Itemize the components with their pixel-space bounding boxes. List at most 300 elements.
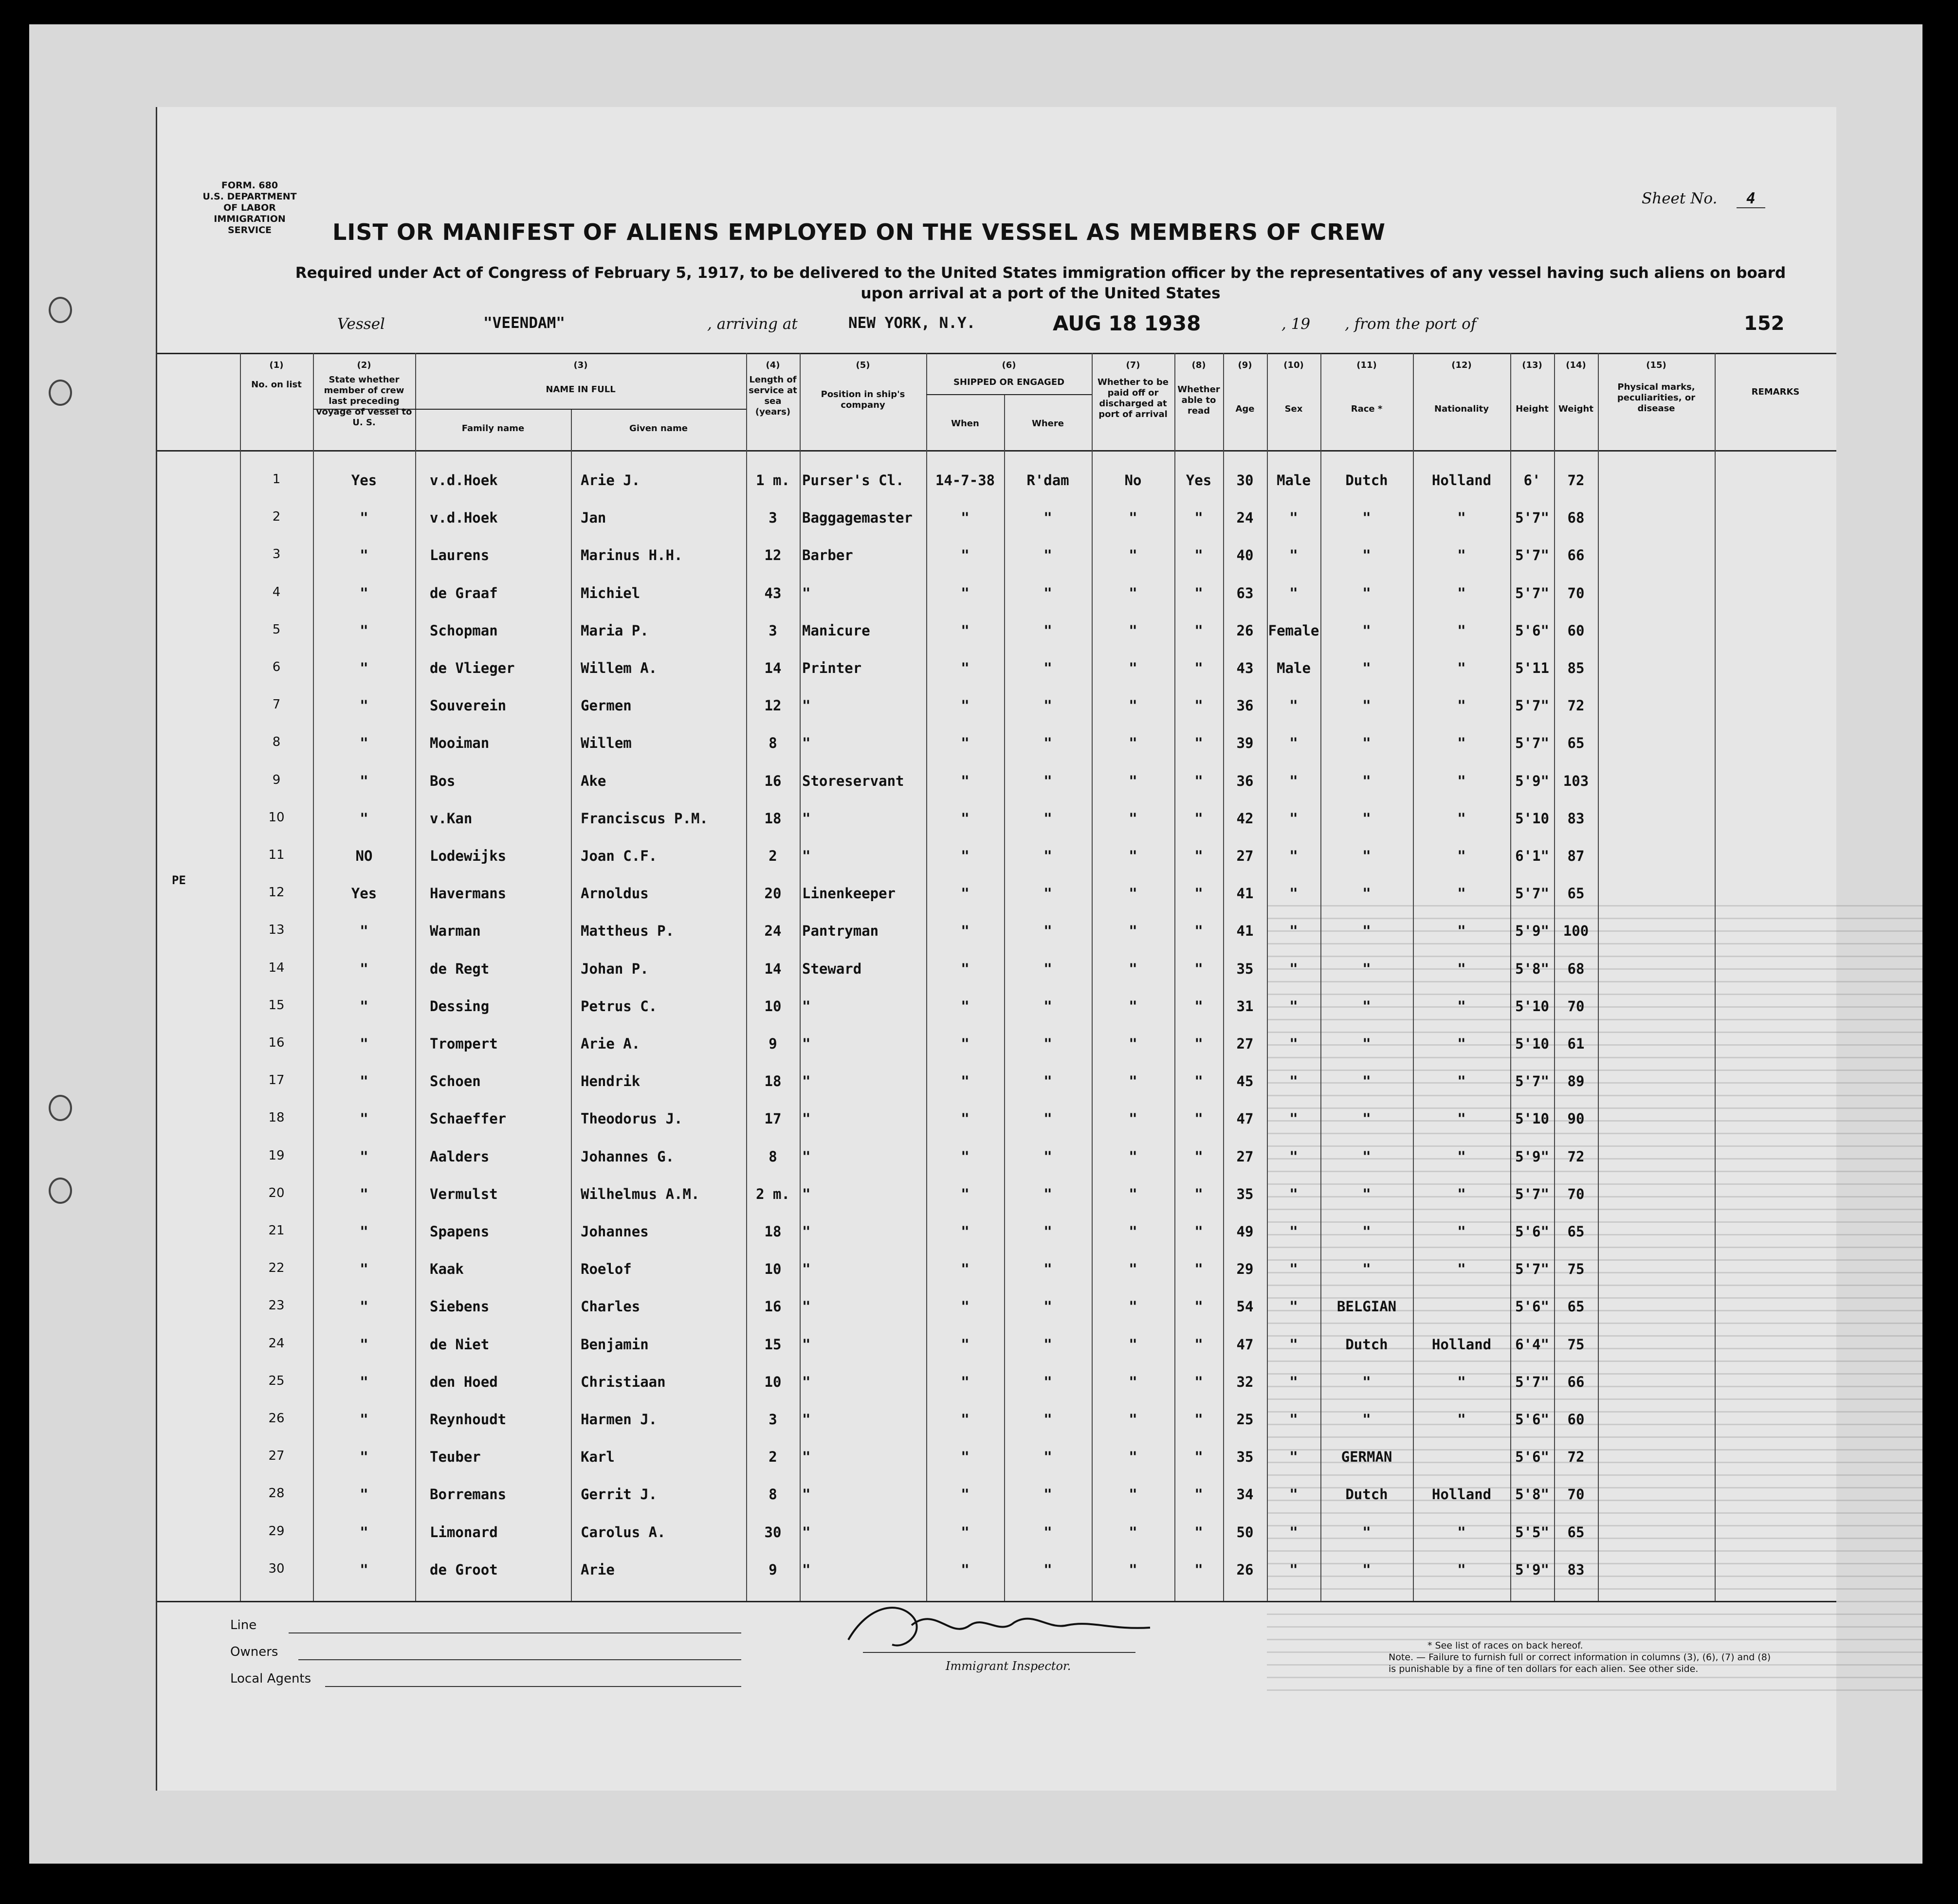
cell-height: 5'7" <box>1515 885 1549 902</box>
cell-paid: " <box>1129 1523 1137 1541</box>
cell-weight: 65 <box>1567 885 1585 902</box>
cell-paid: " <box>1129 997 1137 1015</box>
cell-given: Arie A. <box>581 1035 640 1052</box>
cell-family: v.d.Hoek <box>430 472 498 489</box>
cell-prev: " <box>360 1185 368 1202</box>
vessel-value: "VEENDAM" <box>483 314 565 332</box>
cell-height: 5'8" <box>1515 1486 1549 1503</box>
cell-where: " <box>1043 1185 1052 1202</box>
cell-read: " <box>1194 1261 1203 1278</box>
cell-given: Harmen J. <box>581 1411 658 1428</box>
cell-service: 9 <box>769 1035 777 1052</box>
cell-height: 5'10 <box>1515 1110 1549 1127</box>
cell-race: " <box>1362 960 1371 977</box>
cell-prev: NO <box>355 848 373 864</box>
cell-prev: " <box>360 660 368 676</box>
cell-when: " <box>961 1035 970 1052</box>
cell-sex: " <box>1289 584 1298 601</box>
cell-position: " <box>802 848 811 864</box>
footer-underline <box>298 1659 741 1660</box>
cell-age: 43 <box>1236 660 1254 676</box>
cell-nat: " <box>1457 1223 1466 1240</box>
cell-where: " <box>1043 885 1052 902</box>
cell-height: 6'4" <box>1515 1336 1549 1353</box>
cell-prev: " <box>360 810 368 827</box>
cell-service: 43 <box>764 584 782 601</box>
cell-service: 18 <box>764 1223 782 1240</box>
cell-weight: 70 <box>1567 584 1585 601</box>
cell-nat: " <box>1457 997 1466 1015</box>
cell-height: 5'9" <box>1515 1561 1549 1578</box>
cell-weight: 72 <box>1567 1449 1585 1466</box>
cell-position: " <box>802 1073 811 1090</box>
footer-line-label: Line <box>230 1618 257 1632</box>
cell-read: " <box>1194 1561 1203 1578</box>
punch-hole-ring <box>49 380 72 406</box>
cell-when: " <box>961 584 970 601</box>
cell-weight: 83 <box>1567 1561 1585 1578</box>
cell-where: " <box>1043 848 1052 864</box>
cell-weight: 90 <box>1567 1110 1585 1127</box>
cell-read: " <box>1194 1411 1203 1428</box>
cell-sex: " <box>1289 923 1298 940</box>
cell-paid: " <box>1129 584 1137 601</box>
cell-height: 5'7" <box>1515 1373 1549 1390</box>
arrival-date-stamp: AUG 18 1938 <box>1053 311 1201 335</box>
cell-given: Carolus A. <box>581 1523 666 1541</box>
cell-age: 40 <box>1236 547 1254 564</box>
cell-prev: " <box>360 1523 368 1541</box>
cell-height: 5'9" <box>1515 772 1549 789</box>
column-number: (3) <box>573 360 588 370</box>
cell-where: " <box>1043 810 1052 827</box>
cell-position: " <box>802 1486 811 1503</box>
cell-sex: " <box>1289 810 1298 827</box>
cell-read: " <box>1194 1336 1203 1353</box>
cell-paid: " <box>1129 660 1137 676</box>
cell-weight: 103 <box>1563 772 1589 789</box>
inspector-label: Immigrant Inspector. <box>946 1659 1071 1673</box>
footer-local-agents-label: Local Agents <box>230 1671 311 1686</box>
cell-paid: " <box>1129 697 1137 714</box>
column-number: (7) <box>1126 360 1140 370</box>
arriving-value: NEW YORK, N.Y. <box>848 314 976 332</box>
handwritten-number: 152 <box>1744 312 1785 335</box>
cell-given: Arie J. <box>581 472 640 489</box>
signature-underline <box>863 1652 1135 1653</box>
column-number: (8) <box>1191 360 1206 370</box>
cell-height: 6' <box>1523 472 1541 489</box>
header-no-on-list: No. on list <box>251 380 302 390</box>
rule <box>157 353 1836 354</box>
cell-no: 9 <box>272 772 281 787</box>
cell-age: 35 <box>1236 1449 1254 1466</box>
cell-age: 39 <box>1236 735 1254 752</box>
cell-read: " <box>1194 1110 1203 1127</box>
col-divider <box>1598 353 1599 1601</box>
cell-nat: " <box>1457 923 1466 940</box>
punch-hole-ring <box>49 1095 72 1121</box>
cell-no: 7 <box>272 697 281 712</box>
col-divider <box>800 353 801 1601</box>
cell-paid: " <box>1129 810 1137 827</box>
cell-given: Benjamin <box>581 1336 649 1353</box>
cell-where: " <box>1043 997 1052 1015</box>
service-name: IMMIGRATION SERVICE <box>214 214 286 236</box>
cell-given: Wilhelmus A.M. <box>581 1185 700 1202</box>
cell-service: 8 <box>769 735 777 752</box>
cell-position: " <box>802 1373 811 1390</box>
cell-read: " <box>1194 810 1203 827</box>
cell-age: 27 <box>1236 1035 1254 1052</box>
cell-position: " <box>802 1223 811 1240</box>
cell-no: 22 <box>268 1261 285 1276</box>
cell-paid: " <box>1129 1411 1137 1428</box>
cell-age: 35 <box>1236 960 1254 977</box>
cell-weight: 65 <box>1567 1523 1585 1541</box>
cell-where: " <box>1043 923 1052 940</box>
cell-race: " <box>1362 584 1371 601</box>
cell-prev: " <box>360 772 368 789</box>
cell-prev: " <box>360 1298 368 1315</box>
cell-sex: Male <box>1277 472 1311 489</box>
cell-race: " <box>1362 885 1371 902</box>
cell-prev: " <box>360 735 368 752</box>
col-divider <box>313 353 314 1601</box>
cell-age: 26 <box>1236 622 1254 639</box>
cell-when: " <box>961 848 970 864</box>
cell-position: " <box>802 1035 811 1052</box>
cell-where: " <box>1043 772 1052 789</box>
cell-height: 5'10 <box>1515 997 1549 1015</box>
cell-read: " <box>1194 923 1203 940</box>
cell-sex: " <box>1289 1261 1298 1278</box>
cell-sex: " <box>1289 997 1298 1015</box>
cell-where: " <box>1043 1261 1052 1278</box>
header-weight: Weight <box>1558 404 1593 414</box>
cell-no: 28 <box>268 1486 285 1501</box>
cell-where: " <box>1043 1449 1052 1466</box>
cell-service: 3 <box>769 622 777 639</box>
cell-paid: " <box>1129 1373 1137 1390</box>
cell-service: 3 <box>769 509 777 526</box>
cell-when: " <box>961 697 970 714</box>
header-paid-off: Whether to be paid off or discharged at port of arrival <box>1098 377 1169 419</box>
cell-read: " <box>1194 547 1203 564</box>
cell-height: 5'5" <box>1515 1523 1549 1541</box>
column-number: (13) <box>1522 360 1542 370</box>
cell-nat: " <box>1457 1411 1466 1428</box>
column-number: (15) <box>1646 360 1666 370</box>
cell-weight: 87 <box>1567 848 1585 864</box>
cell-sex: " <box>1289 697 1298 714</box>
manifest-sheet <box>156 107 1836 1791</box>
cell-read: " <box>1194 960 1203 977</box>
footer-underline <box>289 1632 741 1633</box>
sheet-label: Sheet No. <box>1642 190 1718 207</box>
cell-read: " <box>1194 1523 1203 1541</box>
cell-when: " <box>961 547 970 564</box>
cell-position: Storeservant <box>802 772 904 789</box>
punch-hole-ring <box>49 297 72 323</box>
cell-where: " <box>1043 1336 1052 1353</box>
cell-prev: " <box>360 584 368 601</box>
cell-position: " <box>802 584 811 601</box>
cell-prev: " <box>360 697 368 714</box>
cell-prev: " <box>360 1411 368 1428</box>
header-position: Position in ship's company <box>821 389 905 410</box>
cell-age: 47 <box>1236 1336 1254 1353</box>
cell-prev: " <box>360 1336 368 1353</box>
cell-service: 18 <box>764 1073 782 1090</box>
cell-where: " <box>1043 1373 1052 1390</box>
cell-position: " <box>802 1110 811 1127</box>
cell-family: v.d.Hoek <box>430 509 498 526</box>
header-where: Where <box>1032 418 1064 429</box>
header-length-service: Length of service at sea (years) <box>749 375 797 417</box>
cell-height: 5'7" <box>1515 1185 1549 1202</box>
cell-race: " <box>1362 1373 1371 1390</box>
cell-when: " <box>961 622 970 639</box>
cell-position: Barber <box>802 547 853 564</box>
cell-age: 27 <box>1236 1148 1254 1165</box>
cell-family: Spapens <box>430 1223 490 1240</box>
cell-sex: " <box>1289 1411 1298 1428</box>
cell-position: Printer <box>802 660 862 676</box>
cell-no: 29 <box>268 1523 285 1539</box>
cell-nat: " <box>1457 660 1466 676</box>
cell-read: " <box>1194 660 1203 676</box>
cell-weight: 75 <box>1567 1336 1585 1353</box>
cell-race: " <box>1362 660 1371 676</box>
cell-weight: 72 <box>1567 1148 1585 1165</box>
cell-where: " <box>1043 1523 1052 1541</box>
cell-age: 29 <box>1236 1261 1254 1278</box>
cell-age: 49 <box>1236 1223 1254 1240</box>
cell-weight: 65 <box>1567 735 1585 752</box>
cell-family: Warman <box>430 923 481 940</box>
cell-race: " <box>1362 1523 1371 1541</box>
footnote-penalty: Note. — Failure to furnish full or correct information in columns (3), (6), (7) and (8) is punishable by a fine of ten dollars for each alien. See other side. <box>1389 1652 1771 1674</box>
cell-height: 5'10 <box>1515 1035 1549 1052</box>
cell-age: 30 <box>1236 472 1254 489</box>
cell-when: " <box>961 960 970 977</box>
cell-race: " <box>1362 1411 1371 1428</box>
cell-weight: 70 <box>1567 1486 1585 1503</box>
cell-when: " <box>961 1561 970 1578</box>
cell-when: " <box>961 735 970 752</box>
cell-paid: " <box>1129 960 1137 977</box>
cell-race: " <box>1362 923 1371 940</box>
cell-no: 8 <box>272 735 281 750</box>
cell-paid: " <box>1129 509 1137 526</box>
cell-position: " <box>802 735 811 752</box>
cell-nat: " <box>1457 547 1466 564</box>
cell-position: Pantryman <box>802 923 879 940</box>
cell-service: 30 <box>764 1523 782 1541</box>
cell-read: " <box>1194 1486 1203 1503</box>
cell-no: 30 <box>268 1561 285 1576</box>
cell-sex: " <box>1289 1110 1298 1127</box>
cell-race: " <box>1362 1148 1371 1165</box>
cell-paid: " <box>1129 923 1137 940</box>
cell-prev: " <box>360 1373 368 1390</box>
cell-service: 10 <box>764 997 782 1015</box>
col-divider <box>415 353 416 1601</box>
cell-age: 35 <box>1236 1185 1254 1202</box>
cell-paid: " <box>1129 885 1137 902</box>
cell-read: " <box>1194 997 1203 1015</box>
cell-family: Souverein <box>430 697 507 714</box>
header-when: When <box>951 418 979 429</box>
sheet-value: 4 <box>1737 190 1765 208</box>
cell-position: " <box>802 1185 811 1202</box>
cell-nat: " <box>1457 848 1466 864</box>
cell-sex: " <box>1289 1449 1298 1466</box>
cell-service: 15 <box>764 1336 782 1353</box>
cell-service: 12 <box>764 697 782 714</box>
cell-nat: " <box>1457 697 1466 714</box>
cell-paid: " <box>1129 1561 1137 1578</box>
header-physical-marks: Physical marks, peculiarities, or disease <box>1617 382 1696 414</box>
cell-no: 20 <box>268 1185 285 1200</box>
cell-height: 5'6" <box>1515 622 1549 639</box>
cell-service: 16 <box>764 772 782 789</box>
cell-family: Borremans <box>430 1486 507 1503</box>
cell-nat: " <box>1457 735 1466 752</box>
cell-height: 5'7" <box>1515 509 1549 526</box>
footer-notes <box>1389 1640 1778 1675</box>
cell-where: " <box>1043 960 1052 977</box>
cell-nat: " <box>1457 1035 1466 1052</box>
cell-sex: " <box>1289 547 1298 564</box>
cell-when: " <box>961 1073 970 1090</box>
cell-paid: " <box>1129 735 1137 752</box>
cell-when: " <box>961 997 970 1015</box>
cell-when: " <box>961 1411 970 1428</box>
cell-race: " <box>1362 1561 1371 1578</box>
cell-race: " <box>1362 622 1371 639</box>
cell-given: Gerrit J. <box>581 1486 658 1503</box>
cell-nat: " <box>1457 810 1466 827</box>
cell-where: " <box>1043 547 1052 564</box>
cell-family: Schaeffer <box>430 1110 507 1127</box>
cell-given: Germen <box>581 697 632 714</box>
cell-where: " <box>1043 735 1052 752</box>
cell-no: 26 <box>268 1411 285 1426</box>
col-divider <box>1092 353 1093 1601</box>
cell-when: 14-7-38 <box>935 472 995 489</box>
cell-service: 9 <box>769 1561 777 1578</box>
cell-height: 5'6" <box>1515 1411 1549 1428</box>
cell-read: " <box>1194 735 1203 752</box>
footer-owners-label: Owners <box>230 1645 278 1659</box>
cell-race: " <box>1362 997 1371 1015</box>
cell-nat: " <box>1457 1110 1466 1127</box>
cell-no: 10 <box>268 810 285 825</box>
cell-where: " <box>1043 1223 1052 1240</box>
cell-when: " <box>961 1373 970 1390</box>
cell-prev: " <box>360 1073 368 1090</box>
cell-read: " <box>1194 772 1203 789</box>
cell-family: Siebens <box>430 1298 490 1315</box>
cell-when: " <box>961 1486 970 1503</box>
cell-height: 5'7" <box>1515 547 1549 564</box>
cell-where: " <box>1043 509 1052 526</box>
cell-read: " <box>1194 1449 1203 1466</box>
cell-prev: " <box>360 1561 368 1578</box>
cell-given: Marinus H.H. <box>581 547 683 564</box>
cell-paid: " <box>1129 1298 1137 1315</box>
cell-age: 42 <box>1236 810 1254 827</box>
arriving-label: , arriving at <box>707 315 798 333</box>
cell-no: 14 <box>268 960 285 975</box>
cell-nat: " <box>1457 509 1466 526</box>
cell-sex: " <box>1289 1373 1298 1390</box>
cell-position: Linenkeeper <box>802 885 896 902</box>
cell-where: " <box>1043 1486 1052 1503</box>
cell-weight: 75 <box>1567 1261 1585 1278</box>
cell-position: " <box>802 1561 811 1578</box>
cell-height: 5'6" <box>1515 1223 1549 1240</box>
header-sex: Sex <box>1284 404 1303 414</box>
cell-race: BELGIAN <box>1336 1298 1397 1315</box>
cell-sex: " <box>1289 1561 1298 1578</box>
cell-race: GERMAN <box>1341 1449 1392 1466</box>
cell-service: 2 <box>769 848 777 864</box>
cell-nat: " <box>1457 1073 1466 1090</box>
cell-paid: " <box>1129 547 1137 564</box>
cell-race: " <box>1362 1110 1371 1127</box>
cell-prev: Yes <box>351 885 377 902</box>
column-number: (10) <box>1283 360 1304 370</box>
cell-height: 5'7" <box>1515 584 1549 601</box>
cell-given: Johan P. <box>581 960 649 977</box>
cell-read: " <box>1194 1148 1203 1165</box>
cell-position: " <box>802 810 811 827</box>
cell-age: 31 <box>1236 997 1254 1015</box>
cell-weight: 60 <box>1567 1411 1585 1428</box>
cell-position: " <box>802 1261 811 1278</box>
cell-family: de Groot <box>430 1561 498 1578</box>
cell-paid: " <box>1129 1223 1137 1240</box>
cell-weight: 70 <box>1567 997 1585 1015</box>
cell-sex: " <box>1289 1185 1298 1202</box>
cell-prev: Yes <box>351 472 377 489</box>
header-race: Race * <box>1351 404 1383 414</box>
cell-age: 45 <box>1236 1073 1254 1090</box>
cell-age: 25 <box>1236 1411 1254 1428</box>
cell-race: " <box>1362 1185 1371 1202</box>
cell-read: " <box>1194 885 1203 902</box>
cell-position: " <box>802 997 811 1015</box>
cell-sex: " <box>1289 1073 1298 1090</box>
header-height: Height <box>1516 404 1549 414</box>
cell-position: " <box>802 1449 811 1466</box>
cell-nat: " <box>1457 1185 1466 1202</box>
cell-when: " <box>961 1298 970 1315</box>
vessel-label: Vessel <box>337 315 385 333</box>
cell-family: Mooiman <box>430 735 490 752</box>
inspector-signature <box>839 1596 1160 1659</box>
cell-sex: " <box>1289 1486 1298 1503</box>
rule <box>926 394 1092 395</box>
col-divider <box>1715 353 1716 1601</box>
cell-given: Johannes G. <box>581 1148 675 1165</box>
column-number: (4) <box>766 360 780 370</box>
cell-read: " <box>1194 697 1203 714</box>
page-title: LIST OR MANIFEST OF ALIENS EMPLOYED ON THE VESSEL AS MEMBERS OF CREW <box>332 219 1386 245</box>
